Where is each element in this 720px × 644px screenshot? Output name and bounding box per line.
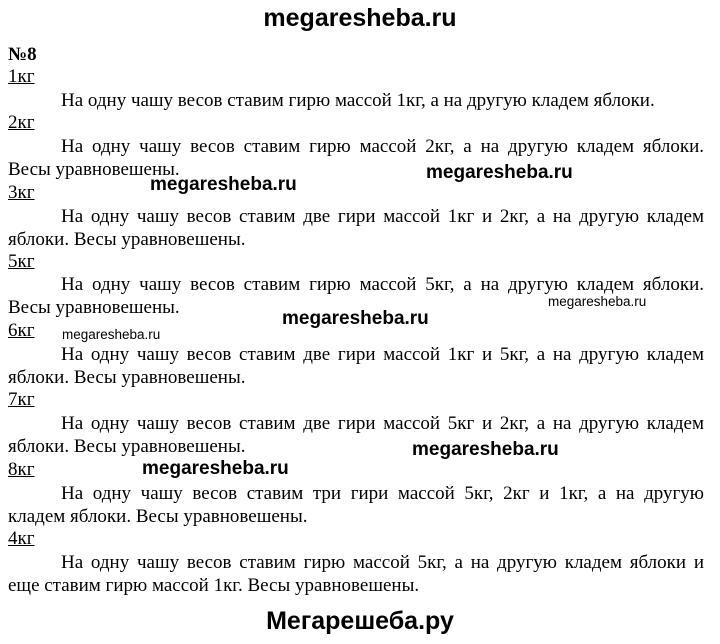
watermark-mid-3: megaresheba.ru xyxy=(282,308,429,329)
item-line: На одну чашу весов ставим три гири массой 5кг, 2кг и 1кг, а на другую xyxy=(61,483,704,504)
watermark-mid-2: megaresheba.ru xyxy=(426,162,573,183)
task-number: №8 xyxy=(8,44,37,65)
item-line: Весы уравновешены. xyxy=(8,159,180,180)
item-label-1kg: 1кг xyxy=(8,66,35,87)
item-text-8kg xyxy=(8,482,704,528)
watermark-mid-1: megaresheba.ru xyxy=(150,174,297,195)
watermark-mid-5: megaresheba.ru xyxy=(142,458,289,479)
item-line: еще ставим гирю массой 1кг. Весы уравновешены. xyxy=(8,575,420,596)
item-label-2kg: 2кг xyxy=(8,112,35,133)
item-text-7kg xyxy=(8,412,704,458)
item-line: На одну чашу весов ставим гирю массой 1кг, а на другую кладем яблоки. xyxy=(61,90,655,111)
watermark-small-2: megaresheba.ru xyxy=(62,327,161,342)
item-label-3kg: 3кг xyxy=(8,182,35,203)
item-line: кладем яблоки. Весы уравновешены. xyxy=(8,506,308,527)
item-line: Весы уравновешены. xyxy=(8,297,180,318)
item-label-8kg: 8кг xyxy=(8,459,35,480)
watermark-small-1: megaresheba.ru xyxy=(548,294,647,309)
item-line: На одну чашу весов ставим гирю массой 5кг, а на другую кладем яблоки. xyxy=(61,274,704,295)
item-line: На одну чашу весов ставим гирю массой 2кг, а на другую кладем яблоки. xyxy=(61,136,704,157)
item-label-6kg: 6кг xyxy=(8,320,35,341)
item-line: яблоки. Весы уравновешены. xyxy=(8,229,246,250)
item-label-4kg: 4кг xyxy=(8,528,35,549)
item-line: На одну чашу весов ставим две гири массой 5кг и 2кг, а на другую кладем xyxy=(61,413,704,434)
item-line: яблоки. Весы уравновешены. xyxy=(8,367,246,388)
item-text-2kg xyxy=(8,135,704,181)
watermark-mid-4: megaresheba.ru xyxy=(412,439,559,460)
item-text-4kg xyxy=(8,551,704,597)
item-label-7kg: 7кг xyxy=(8,389,35,410)
watermark-bottom: Мегарешеба.ру xyxy=(266,607,454,635)
item-line: На одну чашу весов ставим две гири массой 1кг и 5кг, а на другую кладем xyxy=(61,344,704,365)
item-text-1kg xyxy=(8,89,704,112)
item-label-5kg: 5кг xyxy=(8,251,35,272)
watermark-top: megaresheba.ru xyxy=(263,4,457,32)
item-line: яблоки. Весы уравновешены. xyxy=(8,436,246,457)
item-line: На одну чашу весов ставим две гири массой 1кг и 2кг, а на другую кладем xyxy=(61,206,704,227)
item-text-6kg xyxy=(8,343,704,389)
item-line: На одну чашу весов ставим гирю массой 5кг, а на другую кладем яблоки и xyxy=(61,552,704,573)
item-text-3kg xyxy=(8,205,704,251)
